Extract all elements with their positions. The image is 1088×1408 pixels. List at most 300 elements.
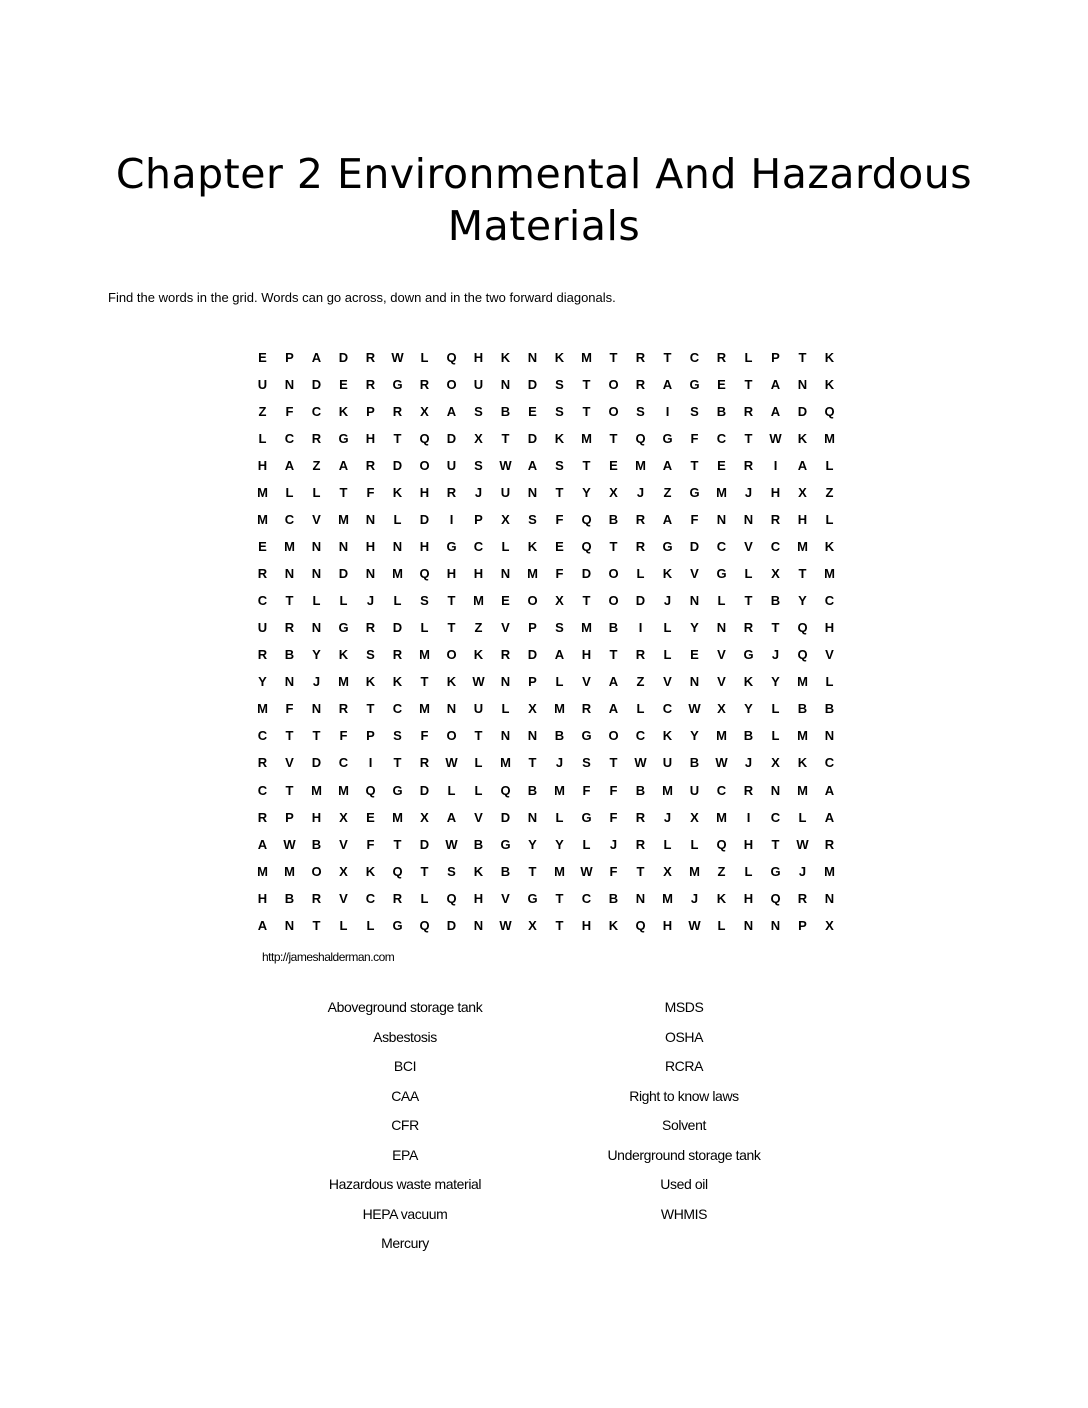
grid-letter: N <box>743 917 754 933</box>
grid-letter: F <box>285 701 294 717</box>
grid-letter: H <box>365 431 376 447</box>
grid-letter: B <box>824 701 835 717</box>
grid-letter: Y <box>555 836 564 852</box>
grid-letter: D <box>419 836 430 852</box>
grid-letter: R <box>446 485 457 501</box>
grid-letter: A <box>608 674 619 690</box>
grid-letter: D <box>446 431 457 447</box>
grid-letter: A <box>608 701 619 717</box>
grid-letter: Y <box>771 674 780 690</box>
grid-letter: A <box>311 350 322 366</box>
grid-letter: F <box>609 782 618 798</box>
grid-letter: W <box>445 755 458 771</box>
grid-letter: Z <box>258 404 267 420</box>
grid-letter: G <box>338 620 349 636</box>
grid-letter: S <box>636 404 645 420</box>
grid-letter: S <box>447 863 456 879</box>
grid-letter: N <box>311 620 322 636</box>
grid-letter: I <box>746 809 751 825</box>
grid-letter: M <box>419 647 430 663</box>
grid-letter: R <box>824 836 835 852</box>
grid-letter: K <box>797 755 808 771</box>
grid-letter: A <box>662 377 673 393</box>
grid-letter: Y <box>312 647 321 663</box>
grid-letter: M <box>500 755 511 771</box>
grid-letter: J <box>771 647 780 663</box>
grid-letter: B <box>500 863 511 879</box>
grid-letter: L <box>420 620 429 636</box>
grid-letter: T <box>447 620 456 636</box>
grid-letter: D <box>500 809 511 825</box>
grid-letter: D <box>338 350 349 366</box>
grid-letter: L <box>636 701 645 717</box>
grid-letter: H <box>581 917 592 933</box>
grid-letter: L <box>555 809 564 825</box>
grid-letter: H <box>257 890 268 906</box>
grid-letter: D <box>392 458 403 474</box>
grid-letter: M <box>797 782 808 798</box>
grid-letter: L <box>258 431 267 447</box>
grid-letter: K <box>824 350 835 366</box>
grid-letter: T <box>555 485 564 501</box>
grid-letter: Q <box>419 431 430 447</box>
grid-letter: X <box>501 512 510 528</box>
grid-letter: F <box>690 512 699 528</box>
grid-letter: R <box>311 890 322 906</box>
grid-letter: R <box>635 647 646 663</box>
grid-letter: D <box>527 647 538 663</box>
grid-letter: W <box>580 863 593 879</box>
grid-letter: X <box>528 917 537 933</box>
grid-letter: Q <box>797 647 808 663</box>
grid-letter: V <box>690 566 699 582</box>
grid-letter: S <box>474 458 483 474</box>
grid-letter: P <box>366 404 375 420</box>
grid-letter: V <box>285 755 294 771</box>
grid-letter: N <box>311 701 322 717</box>
page-title: Chapter 2 Environmental And Hazardous Materials <box>115 150 973 250</box>
grid-letter: T <box>555 890 564 906</box>
grid-letter: O <box>608 377 619 393</box>
grid-letter: U <box>257 620 268 636</box>
grid-letter: R <box>635 512 646 528</box>
grid-letter: O <box>446 647 457 663</box>
grid-letter: F <box>609 809 618 825</box>
grid-letter: W <box>796 836 809 852</box>
grid-letter: R <box>365 350 376 366</box>
grid-letter: D <box>527 431 538 447</box>
grid-letter: V <box>339 836 348 852</box>
grid-letter: L <box>420 890 429 906</box>
grid-letter: T <box>285 782 294 798</box>
grid-letter: M <box>392 809 403 825</box>
grid-letter: M <box>797 539 808 555</box>
grid-letter: N <box>338 539 349 555</box>
grid-letter: R <box>635 539 646 555</box>
grid-letter: B <box>770 593 781 609</box>
grid-letter: T <box>636 863 645 879</box>
grid-letter: J <box>555 755 564 771</box>
grid-letter: J <box>366 593 375 609</box>
grid-letter: N <box>284 377 295 393</box>
grid-letter: M <box>581 431 592 447</box>
grid-letter: V <box>744 539 753 555</box>
grid-row <box>249 912 843 939</box>
grid-letter: A <box>797 458 808 474</box>
grid-row <box>249 858 843 885</box>
grid-letter: V <box>474 809 483 825</box>
grid-letter: X <box>690 809 699 825</box>
grid-letter: H <box>770 485 781 501</box>
grid-letter: F <box>582 782 591 798</box>
grid-row <box>249 885 843 912</box>
grid-letter: Z <box>717 863 726 879</box>
grid-letter: I <box>773 458 778 474</box>
grid-letter: G <box>527 890 538 906</box>
grid-letter: L <box>366 917 375 933</box>
grid-letter: R <box>419 755 430 771</box>
grid-letter: T <box>285 728 294 744</box>
grid-letter: R <box>365 458 376 474</box>
grid-letter: R <box>716 350 727 366</box>
grid-letter: S <box>393 728 402 744</box>
grid-letter: L <box>825 674 834 690</box>
grid-letter: M <box>716 728 727 744</box>
grid-letter: J <box>663 809 672 825</box>
grid-letter: T <box>798 566 807 582</box>
grid-letter: W <box>688 917 701 933</box>
grid-letter: M <box>662 890 673 906</box>
grid-letter: L <box>825 512 834 528</box>
grid-letter: W <box>445 836 458 852</box>
grid-letter: J <box>798 863 807 879</box>
grid-letter: H <box>824 620 835 636</box>
grid-letter: Q <box>797 620 808 636</box>
grid-letter: T <box>393 755 402 771</box>
grid-letter: T <box>420 674 429 690</box>
grid-letter: X <box>609 485 618 501</box>
grid-letter: L <box>447 782 456 798</box>
grid-letter: X <box>771 755 780 771</box>
grid-letter: X <box>339 863 348 879</box>
grid-letter: R <box>419 377 430 393</box>
word-list-item: OSHA <box>664 1028 704 1045</box>
grid-letter: L <box>312 485 321 501</box>
grid-letter: V <box>582 674 591 690</box>
grid-letter: B <box>500 404 511 420</box>
grid-letter: M <box>662 782 673 798</box>
word-list-right <box>534 997 834 1233</box>
grid-letter: K <box>392 485 403 501</box>
grid-letter: K <box>554 350 565 366</box>
grid-letter: D <box>635 593 646 609</box>
grid-letter: X <box>717 701 726 717</box>
grid-letter: R <box>635 377 646 393</box>
grid-letter: L <box>717 917 726 933</box>
grid-letter: D <box>419 782 430 798</box>
grid-letter: N <box>689 593 700 609</box>
grid-row <box>249 641 843 668</box>
grid-letter: R <box>581 701 592 717</box>
grid-letter: B <box>716 404 727 420</box>
grid-letter: R <box>635 836 646 852</box>
grid-letter: T <box>582 458 591 474</box>
grid-letter: Q <box>392 863 403 879</box>
grid-letter: R <box>392 404 403 420</box>
grid-letter: M <box>716 809 727 825</box>
grid-letter: A <box>338 458 349 474</box>
grid-letter: A <box>824 809 835 825</box>
grid-letter: C <box>689 350 700 366</box>
grid-letter: T <box>528 863 537 879</box>
grid-letter: B <box>608 620 619 636</box>
grid-letter: D <box>311 377 322 393</box>
grid-letter: P <box>771 350 780 366</box>
word-search-grid <box>249 344 843 939</box>
grid-letter: H <box>257 458 268 474</box>
grid-letter: O <box>527 593 538 609</box>
grid-letter: Q <box>446 890 457 906</box>
grid-letter: G <box>689 485 700 501</box>
grid-letter: I <box>638 620 643 636</box>
grid-letter: K <box>797 431 808 447</box>
grid-letter: H <box>797 512 808 528</box>
grid-letter: W <box>688 701 701 717</box>
grid-letter: Q <box>365 782 376 798</box>
grid-letter: A <box>770 377 781 393</box>
grid-letter: H <box>662 917 673 933</box>
grid-letter: C <box>365 890 376 906</box>
grid-letter: Z <box>636 674 645 690</box>
grid-letter: J <box>744 755 753 771</box>
grid-letter: L <box>825 458 834 474</box>
grid-letter: C <box>716 431 727 447</box>
grid-row <box>249 398 843 425</box>
grid-letter: R <box>257 809 268 825</box>
grid-letter: M <box>554 701 565 717</box>
grid-letter: M <box>257 863 268 879</box>
grid-letter: N <box>500 566 511 582</box>
grid-letter: K <box>338 404 349 420</box>
grid-letter: Q <box>824 404 835 420</box>
grid-letter: G <box>392 917 403 933</box>
grid-row <box>249 749 843 776</box>
grid-row <box>249 425 843 452</box>
grid-letter: R <box>284 620 295 636</box>
grid-letter: I <box>665 404 670 420</box>
grid-letter: H <box>419 539 430 555</box>
grid-letter: L <box>339 593 348 609</box>
grid-letter: A <box>257 917 268 933</box>
grid-letter: X <box>420 404 429 420</box>
grid-letter: P <box>798 917 807 933</box>
grid-letter: G <box>581 809 592 825</box>
grid-letter: R <box>743 458 754 474</box>
grid-letter: K <box>554 431 565 447</box>
grid-letter: E <box>609 458 618 474</box>
grid-letter: K <box>608 917 619 933</box>
grid-letter: K <box>716 890 727 906</box>
grid-row <box>249 479 843 506</box>
grid-letter: Y <box>744 701 753 717</box>
grid-letter: E <box>717 377 726 393</box>
grid-letter: J <box>474 485 483 501</box>
grid-letter: T <box>555 917 564 933</box>
grid-letter: G <box>581 728 592 744</box>
grid-letter: M <box>797 728 808 744</box>
grid-letter: E <box>258 350 267 366</box>
grid-letter: R <box>392 647 403 663</box>
grid-letter: E <box>501 593 510 609</box>
grid-letter: U <box>257 377 268 393</box>
grid-letter: S <box>555 620 564 636</box>
grid-letter: M <box>797 674 808 690</box>
grid-letter: K <box>365 863 376 879</box>
grid-letter: T <box>744 431 753 447</box>
grid-letter: N <box>824 728 835 744</box>
word-list-item: Used oil <box>660 1176 708 1192</box>
grid-letter: T <box>528 755 537 771</box>
grid-letter: A <box>662 458 673 474</box>
grid-letter: N <box>500 377 511 393</box>
grid-letter: D <box>338 566 349 582</box>
word-list-item: Right to know laws <box>629 1087 739 1104</box>
grid-letter: X <box>474 431 483 447</box>
grid-letter: W <box>715 755 728 771</box>
grid-letter: O <box>446 377 457 393</box>
grid-letter: A <box>527 458 538 474</box>
grid-row <box>249 777 843 804</box>
grid-letter: C <box>473 539 484 555</box>
grid-letter: O <box>608 566 619 582</box>
grid-letter: X <box>771 566 780 582</box>
grid-letter: O <box>608 728 619 744</box>
grid-letter: R <box>797 890 808 906</box>
grid-row <box>249 452 843 479</box>
grid-letter: B <box>311 836 322 852</box>
grid-letter: F <box>420 728 429 744</box>
grid-letter: K <box>662 728 673 744</box>
grid-letter: B <box>554 728 565 744</box>
grid-letter: H <box>743 890 754 906</box>
grid-letter: S <box>555 458 564 474</box>
grid-letter: S <box>555 404 564 420</box>
grid-letter: F <box>366 836 375 852</box>
word-list-item: CAA <box>391 1087 419 1104</box>
grid-letter: N <box>284 917 295 933</box>
grid-letter: G <box>662 431 673 447</box>
grid-letter: Z <box>312 458 321 474</box>
grid-letter: C <box>257 782 268 798</box>
grid-letter: T <box>744 377 753 393</box>
grid-letter: M <box>581 620 592 636</box>
grid-letter: T <box>771 620 780 636</box>
word-list-left <box>255 997 555 1263</box>
grid-letter: L <box>744 863 753 879</box>
grid-letter: Z <box>825 485 834 501</box>
grid-letter: R <box>743 782 754 798</box>
grid-letter: H <box>419 485 430 501</box>
grid-letter: F <box>690 431 699 447</box>
grid-letter: B <box>797 701 808 717</box>
grid-letter: N <box>446 701 457 717</box>
word-list-item: BCI <box>393 1058 417 1074</box>
grid-letter: H <box>446 566 457 582</box>
grid-letter: N <box>500 728 511 744</box>
grid-letter: Y <box>798 593 807 609</box>
grid-letter: G <box>662 539 673 555</box>
grid-letter: Y <box>258 674 267 690</box>
grid-letter: N <box>635 890 646 906</box>
grid-row <box>249 533 843 560</box>
grid-letter: T <box>312 917 321 933</box>
grid-letter: V <box>312 512 321 528</box>
grid-letter: G <box>743 647 754 663</box>
grid-letter: E <box>555 539 564 555</box>
grid-letter: C <box>311 404 322 420</box>
grid-letter: R <box>500 647 511 663</box>
grid-row <box>249 722 843 749</box>
grid-letter: E <box>528 404 537 420</box>
grid-letter: B <box>743 728 754 744</box>
grid-letter: L <box>771 728 780 744</box>
grid-letter: S <box>474 404 483 420</box>
word-list-item: WHMIS <box>660 1205 708 1222</box>
grid-letter: B <box>608 512 619 528</box>
grid-letter: V <box>717 647 726 663</box>
grid-letter: P <box>528 620 537 636</box>
grid-letter: Q <box>581 539 592 555</box>
grid-letter: J <box>609 836 618 852</box>
grid-letter: G <box>716 566 727 582</box>
word-list-item: RCRA <box>664 1058 704 1074</box>
word-list-item: Underground storage tank <box>607 1146 761 1163</box>
grid-letter: Q <box>446 350 457 366</box>
grid-letter: Q <box>716 836 727 852</box>
grid-letter: N <box>311 566 322 582</box>
grid-letter: N <box>473 917 484 933</box>
grid-letter: T <box>285 593 294 609</box>
grid-letter: K <box>338 647 349 663</box>
grid-letter: N <box>527 485 538 501</box>
grid-letter: J <box>663 593 672 609</box>
grid-letter: D <box>392 620 403 636</box>
grid-letter: T <box>582 377 591 393</box>
grid-letter: T <box>609 539 618 555</box>
grid-letter: G <box>500 836 511 852</box>
grid-letter: G <box>392 782 403 798</box>
grid-letter: M <box>257 512 268 528</box>
grid-letter: M <box>716 485 727 501</box>
grid-letter: L <box>393 512 402 528</box>
grid-letter: O <box>446 728 457 744</box>
grid-letter: M <box>284 863 295 879</box>
grid-letter: W <box>472 674 485 690</box>
grid-letter: U <box>662 755 673 771</box>
grid-letter: K <box>743 674 754 690</box>
grid-row <box>249 668 843 695</box>
grid-letter: I <box>449 512 454 528</box>
grid-letter: X <box>555 593 564 609</box>
grid-letter: L <box>501 701 510 717</box>
grid-letter: G <box>770 863 781 879</box>
grid-row <box>249 804 843 831</box>
grid-letter: C <box>770 539 781 555</box>
grid-letter: H <box>473 890 484 906</box>
grid-letter: N <box>284 674 295 690</box>
grid-letter: S <box>690 404 699 420</box>
grid-letter: N <box>527 350 538 366</box>
